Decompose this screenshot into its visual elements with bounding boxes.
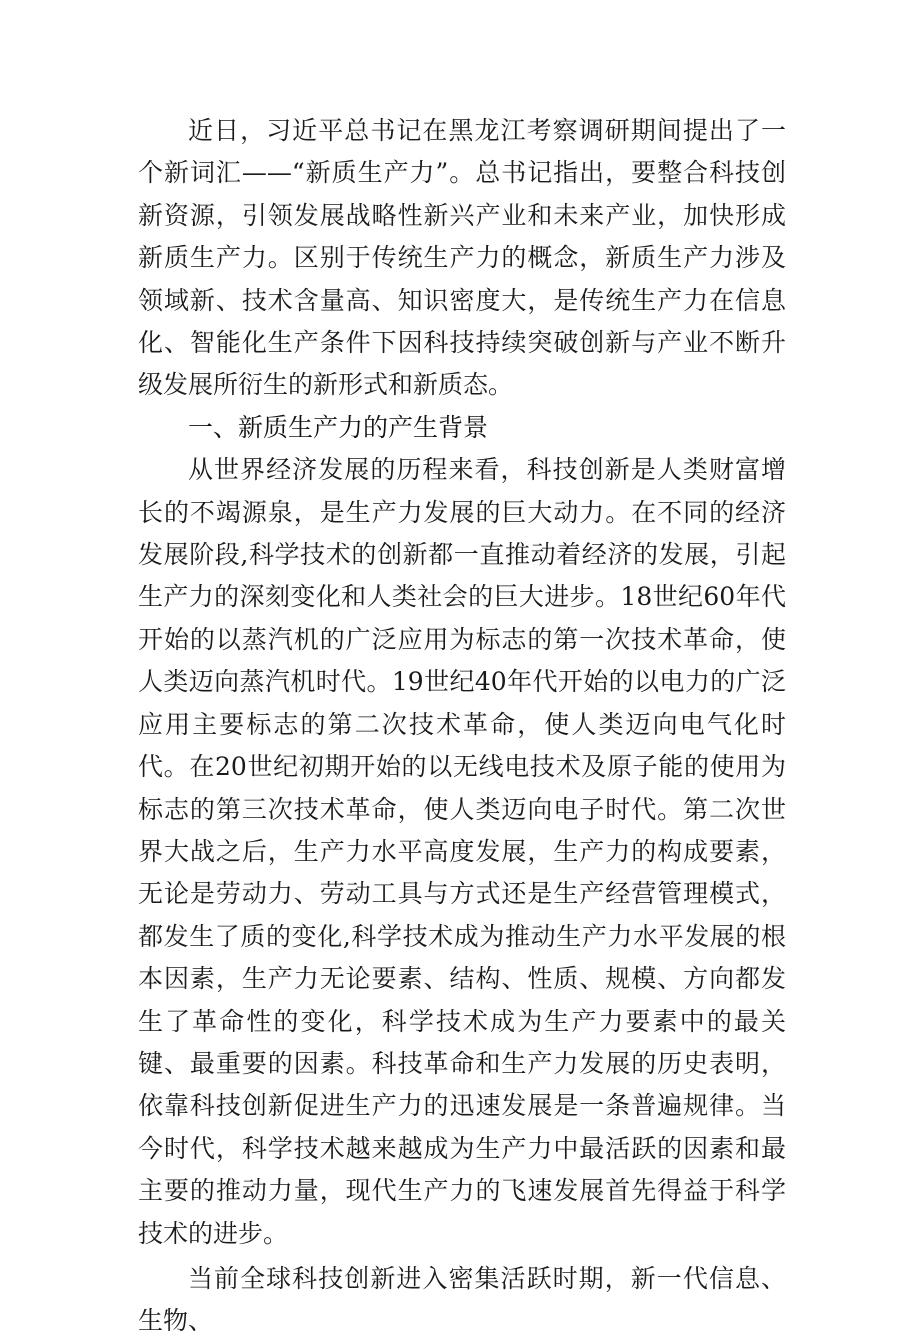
- body-paragraph-1: 从世界经济发展的历程来看，科技创新是人类财富增长的不竭源泉，是生产力发展的巨大动力。在不同的经济发展阶段,科学技术的创新都一直推动着经济的发展，引起生产力的深刻变化和人类社会的巨大进步。18世纪60年代开始的以蒸汽机的广泛应用为标志的第一次技术革命，使人类迈向蒸汽机时代。19世纪40年代开始的以电力的广泛应用主要标志的第二次技术革命，使人类迈向电气化时代。在20世纪初期开始的以无线电技术及原子能的使用为标志的第三次技术革命，使人类迈向电子时代。第二次世界大战之后，生产力水平高度发展，生产力的构成要素，无论是劳动力、劳动工具与方式还是生产经营管理模式，都发生了质的变化,科学技术成为推动生产力水平发展的根本因素，生产力无论要素、结构、性质、规模、方向都发生了革命性的变化，科学技术成为生产力要素中的最关键、最重要的因素。科技革命和生产力发展的历史表明，依靠科技创新促进生产力的迅速发展是一条普遍规律。当今时代，科学技术越来越成为生产力中最活跃的因素和最主要的推动力量，现代生产力的飞速发展首先得益于科学技术的进步。: [138, 455, 786, 1248]
- intro-paragraph: 近日，习近平总书记在黑龙江考察调研期间提出了一个新词汇——“新质生产力”。总书记指出，要整合科技创新资源，引领发展战略性新兴产业和未来产业，加快形成新质生产力。区别于传统生产力的概念，新质生产力涉及领域新、技术含量高、知识密度大，是传统生产力在信息化、智能化生产条件下因科技持续突破创新与产业不断升级发展所衍生的新形式和新质态。: [138, 116, 786, 400]
- body-paragraph-2: 当前全球科技创新进入密集活跃时期，新一代信息、生物、: [138, 1263, 786, 1336]
- document-body: [138, 110, 786, 1343]
- section-heading: 一、新质生产力的产生背景: [188, 412, 489, 442]
